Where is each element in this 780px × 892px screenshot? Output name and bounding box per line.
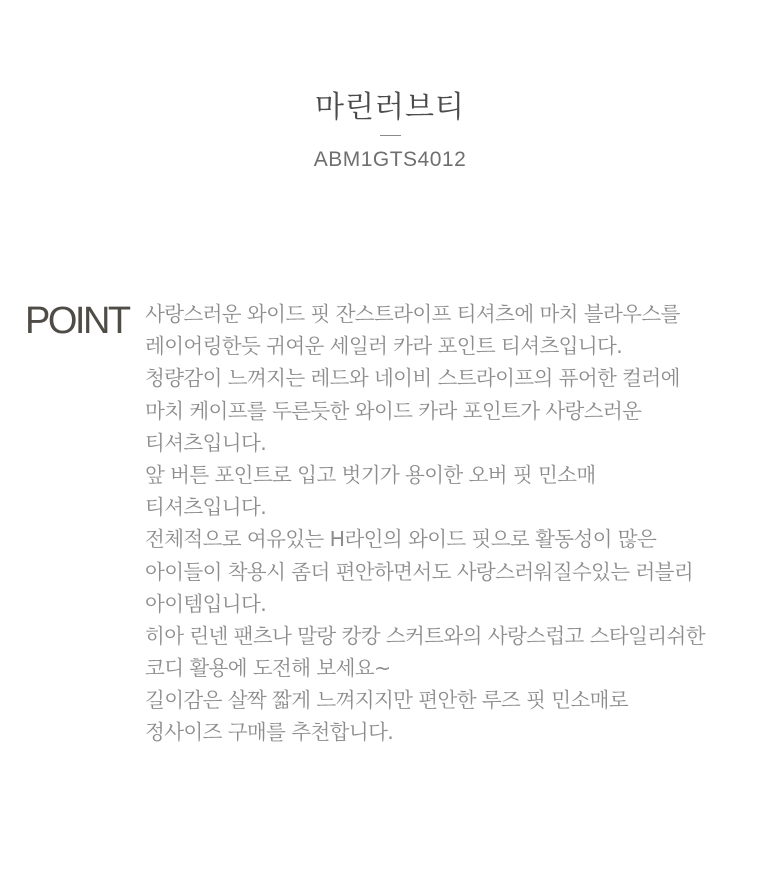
description-line: 티셔츠입니다. [145, 430, 267, 455]
description-line: 코디 활용에 도전해 보세요~ [145, 656, 391, 681]
description-line: 레이어링한듯 귀여운 세일러 카라 포인트 티셔츠입니다. [145, 334, 623, 359]
description-line: 길이감은 살짝 짧게 느껴지지만 편안한 루즈 핏 민소매로 [145, 688, 629, 713]
description-line: 아이템입니다. [145, 591, 267, 616]
title-divider [380, 135, 401, 136]
description-line: 앞 버튼 포인트로 입고 벗기가 용이한 오버 핏 민소매 [145, 462, 596, 487]
product-code: ABM1GTS4012 [313, 148, 467, 171]
description-line: 청량감이 느껴지는 레드와 네이비 스트라이프의 퓨어한 컬러에 [145, 366, 680, 391]
description-line: 아이들이 착용시 좀더 편안하면서도 사랑스러워질수있는 러블리 [145, 559, 694, 584]
description-line: 마치 케이프를 두른듯한 와이드 카라 포인트가 사랑스러운 [145, 398, 642, 423]
description-line: 티셔츠입니다. [145, 495, 267, 520]
description-line: 전체적으로 여유있는 H라인의 와이드 핏으로 활동성이 많은 [145, 527, 657, 552]
product-title: 마린러브티 [315, 90, 465, 125]
description-line: 사랑스러운 와이드 핏 잔스트라이프 티셔츠에 마치 블라우스를 [145, 302, 680, 326]
point-heading: POINT [25, 300, 129, 342]
point-description [145, 298, 775, 749]
description-line: 히아 린넨 팬츠나 말랑 캉캉 스커트와의 사랑스럽고 스타일리쉬한 [145, 623, 705, 648]
description-line: 정사이즈 구매를 추천합니다. [145, 720, 394, 745]
